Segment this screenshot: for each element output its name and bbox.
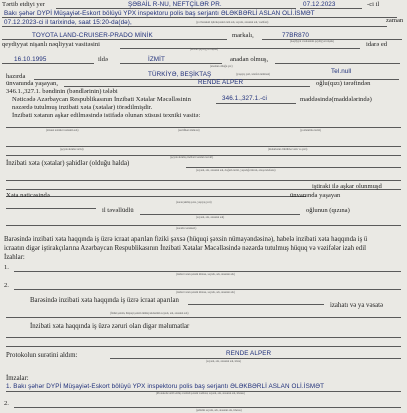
diger-label: İnzibati xəta haqqında iş üzrə zəruri olan digər məlumatlar [30,323,190,330]
violation-line4: İnzibati xətanın aşkar edilməsində istifadə olunan xüsusi texniki vasitə: [12,112,201,119]
address-value: TÜRKİYƏ, BEŞİKTAŞ [148,71,212,78]
officer-underline [2,17,397,18]
address-caption: (yaşayış yeri, telefon nömrəsi) [236,73,271,76]
izahat-underline [188,304,324,305]
protocol-name-caption: (soyadı, adı, atasının adı, imza) [206,360,242,363]
birth-place-underline [120,63,222,64]
protocol-name-underline [110,358,401,359]
tech-caption-d: (qeydə alınma tarixi) [60,148,84,151]
tech-underline-2 [6,146,401,147]
protocol-name-value: RENDE ALPER [226,350,272,357]
violation-line3: nəzərdə tutulmuş inzibati xəta (xətalar) törədilmişdir. [12,104,153,111]
idare-label: idarə ed [366,41,388,48]
name-suffix: oğlu(qızı) tərəfindən [316,80,371,87]
istirak-label: iştiraki ilə aşkar olunmuşd [312,183,382,190]
unvan-label: ünvanında yaşayan, [6,80,58,87]
izah-underline-1 [14,271,401,272]
date-underline [300,8,362,9]
rights-para2: icraatın digər iştirakçılarına Azərbaycan Respublikasının İnzibati Xətalar Məcəlləsində nəzərdə tutulmuş hüquq və vəzifələr izah edil [4,245,366,252]
signature-2-caption: (şahidin soyadı, adı, atasının adı, imzası) [196,409,242,412]
violation-line1: 346.1.,327.1. bəndinin (bəndlərinin) tələbi [6,88,118,95]
tel-value: Tel.null [331,68,352,75]
izah-number-1: 1. [4,264,9,271]
date-caption: (yol hərəkəti iştirakçısının tam adı, soyadı, atasının adı, vəzifəsi) [196,21,269,24]
tech-caption-a: (xüsusi texniki vasitənin adı) [46,129,79,132]
hazirda-label: hazırda [6,73,26,80]
violation-line2-end: maddəsində(maddələrində) [300,96,372,103]
birth-underline [6,208,96,209]
driver-name-value: RENDE ALPER [198,79,244,86]
damage-underline [6,225,401,226]
articles-underline [216,103,296,104]
zaman-label: zaman [386,17,404,24]
diger-underline-1 [6,337,401,338]
place-value: ŞƏBAİL R-NU, NEFTÇİLƏR PR. [128,1,222,8]
il-label: ildə [98,56,108,63]
plate-caption: (nəqliyyat vasitəsinin qeydiyyat nişanı) [290,40,335,43]
izahat-label-a: Barəsində inzibati xəta haqqında iş üzrə icraat aparılan [30,297,179,304]
signature-2-number: 2. [4,400,9,407]
place-label: Tərtib etdiyi yer [2,1,45,8]
name-underline [64,86,310,87]
damage-caption: (zərərin xarakteri) [176,227,197,230]
anadan-underline [275,63,400,64]
model-underline [2,39,227,40]
izah-caption-1: (izahat verən şəxsin imzası, soyadı, adı, atasının adı) [176,273,235,276]
izahat-caption: (fiziki şəxsin, hüquqi şəxsin nümayəndəsinin soyadı, adı, atasının adı) [110,312,189,315]
tech-caption-e: (məlumatın ötürülmə vaxtı və yeri) [268,148,308,151]
participants-title: İnzibati xəta (xətalar) şahidlər (olduğu halda) [6,160,130,167]
violation-articles: 346.1.,327.1.-ci [222,95,268,102]
imzalar-label: İmzalar: [6,375,29,382]
date-suffix: -ci il [367,1,380,8]
vehicle-plate-value: 77BR870 [282,32,309,39]
izahat-underline-2 [6,317,401,318]
tech-caption-c: (yoxlanılma tarixi) [300,129,322,132]
izah-caption-2: (izahat verən şəxsin imzası, soyadı, adı, atasının adı) [176,291,235,294]
anadan-label: anadan olmuş, [230,56,269,63]
birth-date-underline [2,63,94,64]
date-top-value: 07.12.2023 [303,1,336,8]
vehicle-model-label: markalı, [232,32,254,39]
protocol-copy-label: Protokolun surətini aldım: [6,352,78,359]
neticesinde-label: Xəta nəticəsində [6,192,50,199]
oglu-label: oğlunun (qızına) [306,207,350,214]
date-line: 07.12.2023-ci il tarixində, saat 15:20-da(də), [4,19,132,26]
date-line-underline [2,26,387,27]
tech-underline-1 [6,127,401,128]
vehicle-model-value: TOYOTA LAND-CRUISER-PRADO MİNİK [32,32,153,39]
born-caption: (anadan olduğu yer) [210,65,233,68]
birth-date-value: 16.10.1995 [14,56,47,63]
izahat-label-b: izahatı və ya vəsatə [330,302,384,309]
parent-underline [140,214,300,215]
participants-caption: (soyadı, adı, atasının adı, doğum tarixi, yaşadığı ünvan, əlaqə telefonu) [196,169,276,172]
signature-1-caption: (Protokolu tərtib etmiş vəzifəli şəxsin vəzifəsi, soyadı, adı, atasının adı, imzası) [156,392,245,395]
reg-label: qeydiyyat nişanlı nəqliyyat vasitəsini [2,41,100,48]
tech-caption-f: (qeydə alınmış inzibati xətanın təsviri) [170,156,214,159]
participants-underline-2 [6,180,401,181]
participants-underline-4 [6,196,306,197]
tech-caption-b: (sertifikat nömrəsi) [178,129,200,132]
izahlar-label: İzahlar: [4,254,25,261]
birth-place-value: İZMİT [148,56,165,63]
reg-caption: (dövlət qeydiyyat nişanı) [190,48,218,51]
signature-1-value: 1. Bakı şəhər DYPİ Müşayiət-Eskort bölüyü YPX inspektoru polis baş serjantı ƏLƏKBƏRLİ ASLAN OLİ.İSMƏT [6,383,325,390]
participants-underline-1 [186,167,401,168]
izah-number-2: 2. [4,282,9,289]
birth-label: il təvəllüdlü [102,207,134,214]
victim-unvan-label: ünvanında yaşayan [290,192,341,199]
reg-underline [120,48,360,49]
signature-2-underline [14,407,401,408]
rights-para1: Barəsində inzibati xəta haqqında iş üzrə icraat aparılan fiziki şəxsə (hüquqi şəxsin nümayəndəsinə), habelə inzibati xəta haqqında iş ü [4,236,368,243]
izah-underline-2 [14,289,401,290]
officer-value: Bakı şəhər DYPİ Müşayiət-Eskort bölüyü YPX inspektoru polis baş serjantı ƏLƏKBƏRLİ ASLAN OLİ.İSMƏT [4,10,315,17]
parent-caption: (soyadı, adı, atasının adı) [196,216,225,219]
victim-caption: (zərərçəkmiş şəxs, yaşayış yeri) [176,201,212,204]
violation-line2: Nəticədə Azərbaycan Respublikasının İnzibati Xətalar Məcəlləsinin [12,96,191,103]
place-underline [56,8,296,9]
diger-underline-2 [6,346,401,347]
